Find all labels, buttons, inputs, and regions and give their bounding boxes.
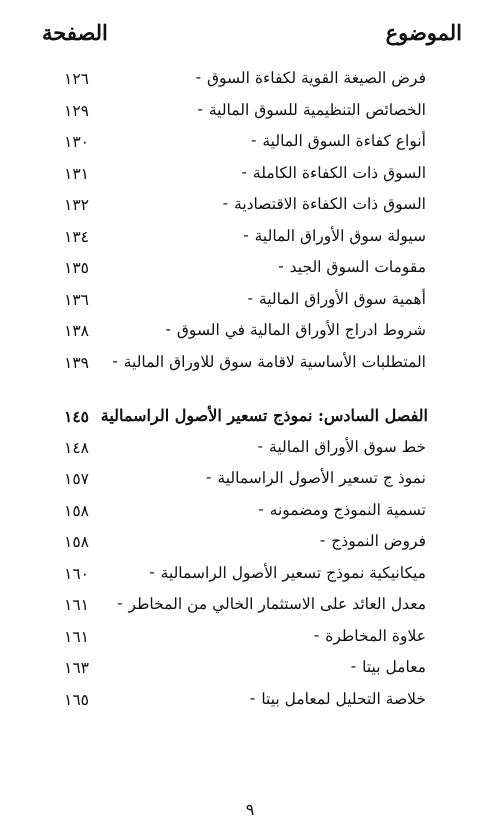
page-column-heading: الصفحة [42, 20, 108, 45]
entry-title: ميكانيكية نموذج تسعير الأصول الراسمالية [160, 563, 426, 582]
entry-title: فرض الصيغة القوية لكفاءة السوق [207, 69, 426, 87]
entry-title: معدل العائد على الاستثمار الخالي من المخاطر [128, 595, 426, 613]
topic-column-heading: الموضوع [385, 20, 462, 45]
toc-entry [0, 624, 500, 656]
entry-title: معامل بيتا [362, 658, 426, 676]
page-number-footer: ٩ [245, 800, 255, 819]
toc-entry [0, 687, 500, 719]
entry-title: تسمية النموذج ومضمونه [269, 500, 426, 519]
entry-page: ١٦٥ [64, 690, 89, 709]
toc-entry [0, 129, 500, 161]
entry-page: ١٥٨ [64, 533, 89, 551]
entry-page: ١٦٠ [64, 564, 89, 583]
toc-entry [0, 592, 500, 624]
entry-title: الخصائص التنظيمية للسوق المالية [208, 100, 426, 119]
toc-entry [0, 192, 500, 224]
entry-dash: - [258, 498, 264, 518]
entry-page: ١٥٨ [64, 501, 89, 520]
toc-entry [0, 66, 500, 98]
toc-entry [0, 350, 500, 382]
entry-dash: - [250, 130, 257, 149]
toc-list [0, 66, 500, 718]
entry-title: المتطلبات الأساسية لاقامة سوق للاوراق المالية [123, 352, 426, 371]
entry-dash: - [257, 435, 264, 455]
entry-dash: - [112, 350, 118, 370]
entry-page: ١٣٢ [64, 196, 89, 214]
entry-page: ١٣٦ [64, 290, 89, 309]
entry-dash: - [241, 161, 247, 181]
toc-header [0, 14, 500, 50]
entry-dash: - [197, 98, 203, 118]
entry-title: نموذ ج تسعير الأصول الراسمالية [217, 469, 426, 487]
entry-page: ١٤٨ [64, 438, 89, 457]
entry-page: ١٣٤ [64, 227, 89, 246]
entry-title: علاوة المخاطرة [325, 626, 426, 645]
entry-page: ١٣٥ [64, 259, 89, 277]
entry-dash: - [117, 593, 123, 612]
entry-dash: - [243, 224, 249, 244]
entry-dash: - [165, 319, 171, 338]
toc-entry [0, 529, 500, 561]
entry-dash: - [206, 467, 212, 486]
entry-page: ١٢٩ [64, 101, 89, 120]
toc-entry [0, 561, 500, 593]
toc-entry [0, 224, 500, 256]
entry-page: ١٢٦ [64, 70, 89, 88]
entry-page: ١٣١ [64, 164, 89, 183]
chapter-title: الفصل السادس: نموذج تسعير الأصول الراسمالية [100, 406, 428, 425]
entry-dash: - [149, 561, 155, 581]
toc-entry [0, 318, 500, 350]
entry-dash: - [319, 530, 326, 549]
entry-title: خط سوق الأوراق المالية [269, 437, 426, 456]
entry-title: السوق ذات الكفاءة الكاملة [252, 163, 426, 182]
entry-page: ١٣٨ [64, 322, 89, 340]
entry-page: ١٦٣ [64, 659, 89, 677]
entry-page: ١٣٠ [64, 133, 89, 151]
entry-dash: - [195, 67, 201, 86]
toc-entry [0, 435, 500, 467]
entry-title: مقومات السوق الجيد [289, 258, 426, 276]
toc-entry [0, 466, 500, 498]
toc-entry [0, 161, 500, 193]
toc-entry [0, 498, 500, 530]
section-gap [0, 381, 500, 403]
entry-title: السوق ذات الكفاءة الاقتصادية [234, 195, 426, 213]
toc-entry [0, 287, 500, 319]
entry-dash: - [278, 256, 284, 275]
entry-title: شروط ادراج الأوراق المالية في السوق [176, 321, 426, 339]
entry-page: ١٥٧ [64, 470, 89, 488]
entry-title: سيولة سوق الأوراق المالية [254, 226, 426, 245]
entry-dash: - [350, 656, 357, 675]
entry-title: خلاصة التحليل لمعامل بيتا [261, 689, 426, 708]
entry-dash: - [249, 687, 256, 707]
entry-title: أهمية سوق الأوراق المالية [258, 289, 426, 308]
chapter-page: ١٤٥ [64, 407, 89, 426]
toc-entry [0, 255, 500, 287]
entry-page: ١٣٩ [64, 353, 89, 372]
entry-page: ١٦١ [64, 627, 89, 646]
toc-entry [0, 655, 500, 687]
toc-entry [0, 98, 500, 130]
entry-dash: - [313, 624, 320, 644]
entry-dash: - [222, 193, 229, 212]
entry-page: ١٦١ [64, 596, 89, 614]
chapter-heading-row [0, 403, 500, 435]
entry-title: أنواع كفاءة السوق المالية [262, 132, 426, 150]
entry-dash: - [247, 287, 253, 307]
entry-title: فروض النموذج [331, 532, 426, 550]
